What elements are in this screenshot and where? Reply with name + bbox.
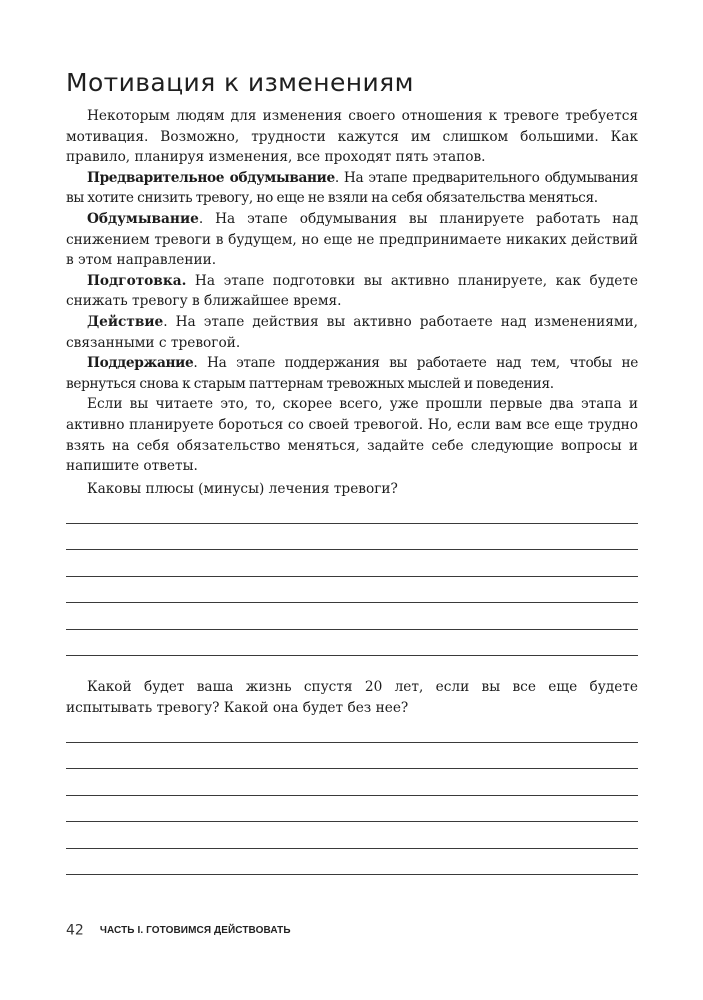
question-2: Какой будет ваша жизнь спустя 20 лет, если вы все еще будете испытывать тревогу? Какой она будет без нее? <box>66 679 638 716</box>
answer-line[interactable] <box>66 796 638 823</box>
stage-description: . На этапе обдумывания вы планируете работать над снижением тревоги в будущем, но еще не предпринимаете никаких действий в этом направлении. <box>66 210 638 269</box>
intro-paragraph <box>66 106 638 168</box>
stage-preparation-paragraph <box>66 271 638 312</box>
stage-description: . На этапе поддержания вы работаете над тем, чтобы не вернуться снова к старым паттернам тревожных мыслей и поведения. <box>66 355 638 392</box>
answer-lines-1 <box>66 497 638 656</box>
stage-action-paragraph <box>66 312 638 353</box>
answer-lines-2 <box>66 716 638 875</box>
stage-term: Поддержание <box>87 355 194 372</box>
stage-description: . На этапе действия вы активно работаете над изменениями, связанными с тревогой. <box>66 313 638 351</box>
paragraph-text: Некоторым людям для изменения своего отношения к тревоге требуется мотивация. Возможно, трудности кажутся им слишком большими. Как правило, планируя изменения, все проходят пять этапов. <box>66 108 638 166</box>
answer-line[interactable] <box>66 550 638 577</box>
answer-line[interactable] <box>66 497 638 524</box>
stage-precontemplation-paragraph <box>66 168 638 209</box>
stage-description: . На этапе предварительного обдумывания вы хотите снизить тревогу, но еще не взяли на себя обязательства меняться. <box>66 169 638 207</box>
paragraph-text: Если вы читаете это, то, скорее всего, уже прошли первые два этапа и активно планируете бороться со своей тревогой. Но, если вам все еще трудно взять на себя обязательство меняться, задайте себе следующие вопросы и напишите ответы. <box>66 396 638 475</box>
page-footer <box>66 920 291 939</box>
answer-line[interactable] <box>66 769 638 796</box>
answer-line[interactable] <box>66 603 638 630</box>
answer-line[interactable] <box>66 743 638 770</box>
section-heading: Мотивация к изменениям <box>66 68 414 97</box>
stage-description: На этапе подготовки вы активно планируете, как будете снижать тревогу в ближайшее время. <box>66 272 638 310</box>
question-1: Каковы плюсы (минусы) лечения тревоги? <box>87 481 398 497</box>
answer-line[interactable] <box>66 716 638 743</box>
stage-maintenance-paragraph <box>66 353 638 394</box>
answer-line[interactable] <box>66 577 638 604</box>
answer-line[interactable] <box>66 849 638 876</box>
stage-term: Действие <box>87 313 164 330</box>
instruction-paragraph <box>66 394 638 476</box>
running-head: ЧАСТЬ I. ГОТОВИМСЯ ДЕЙСТВОВАТЬ <box>99 925 291 936</box>
stage-term: Предварительное обдумывание <box>87 169 335 186</box>
stage-contemplation-paragraph <box>66 209 638 271</box>
body-text <box>66 106 638 477</box>
answer-line[interactable] <box>66 822 638 849</box>
page-number: 42 <box>66 922 84 939</box>
stage-term: Подготовка. <box>87 272 187 289</box>
answer-line[interactable] <box>66 630 638 657</box>
answer-line[interactable] <box>66 524 638 551</box>
stage-term: Обдумывание <box>87 210 199 227</box>
